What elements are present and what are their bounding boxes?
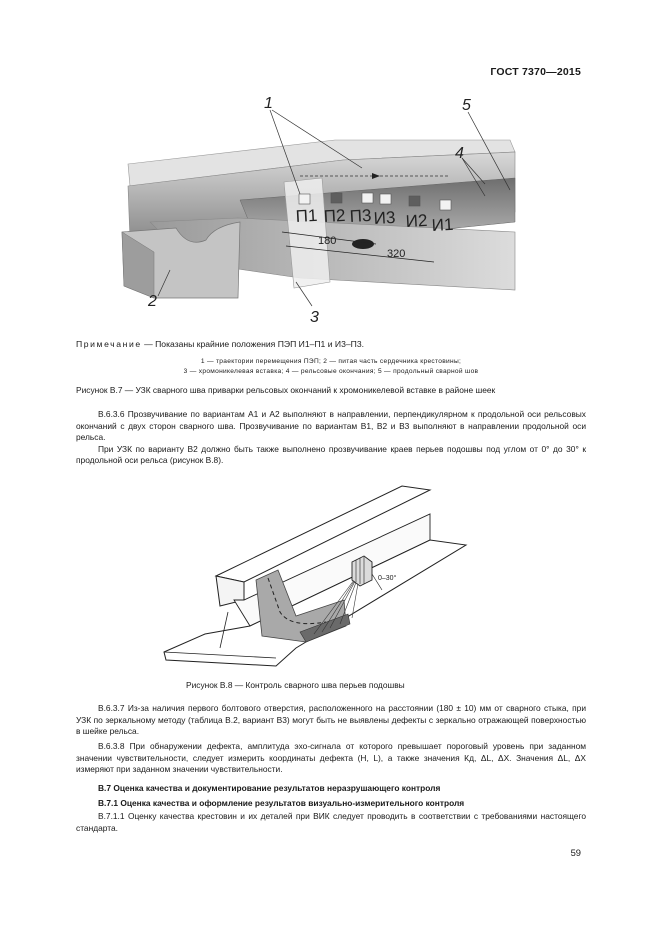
probe-label-p1: П1: [295, 205, 318, 226]
probe-label-i3: И3: [373, 207, 396, 228]
bolt-hole: [352, 239, 374, 249]
callout-5: 5: [462, 97, 471, 114]
figure-b7-caption: Рисунок В.7 — УЗК сварного шва приварки рельсовых окончаний к хромоникелевой вставке в районе шеек: [76, 385, 496, 395]
figure-b7-weld-inspection: [0, 88, 661, 336]
section-b636: [76, 409, 586, 467]
legend-line-2: 3 — хромоникелевая вставка; 4 — рельсовые окончания; 5 — продольный сварной шов: [183, 368, 479, 375]
paragraph: В.6.3.6 Прозвучивание по вариантам А1 и А2 выполняют в направлении, перпендикулярном к продольной оси рельсовых окончаний с двух сторон сварного шва. Прозвучивание по вариантам В1, В2 и В3 выполняют в направлении продольной оси рельса.: [76, 409, 586, 443]
figure-note: [76, 339, 364, 349]
probe-label-p2: П2: [323, 205, 346, 226]
probe-label-p3: П3: [349, 205, 372, 226]
probe-i3: [380, 194, 391, 204]
section-b7: [76, 783, 586, 834]
paragraph: В.7.1.1 Оценку качества крестовин и их деталей при ВИК следует проводить в соответствии с требованиями настоящего стандарта.: [76, 811, 586, 833]
callout-4: 4: [455, 145, 464, 162]
page-number: 59: [570, 847, 581, 858]
section-heading: В.7 Оценка качества и документирование результатов неразрушающего контроля: [98, 783, 441, 793]
callout-2: 2: [148, 293, 157, 310]
callout-3: 3: [310, 309, 319, 326]
probe-p1: [299, 194, 310, 204]
rail-foot: [164, 540, 466, 666]
dimension-320-label: 320: [387, 248, 406, 260]
paragraph: В.6.3.8 При обнаружении дефекта, амплитуда эхо-сигнала от которого превышает пороговый уровень при заданном значении чувствительности, следует измерить координаты дефекта (H, L), а также значения Кд, ΔL, ΔX. Значения ΔL, ΔX измеряют при заданном значении чувствительности.: [76, 741, 586, 775]
probe-p3: [362, 193, 373, 203]
standard-header: ГОСТ 7370—2015: [490, 66, 581, 78]
section-b638: [76, 741, 586, 776]
figure-legend: [76, 357, 586, 377]
callout-1: 1: [264, 95, 273, 112]
section-b637: [76, 703, 586, 738]
note-text: — Показаны крайние положения ПЭП И1–П1 и И3–П3.: [141, 339, 364, 349]
figure-b8-rail-foot: [0, 480, 661, 672]
dimension-180-label: 180: [318, 235, 337, 247]
subsection-heading: В.7.1 Оценка качества и оформление результатов визуально-измерительного контроля: [98, 797, 465, 808]
note-prefix: Примечание: [76, 339, 142, 349]
probe-body: [352, 556, 372, 586]
probe-label-i1: И1: [431, 214, 454, 235]
probe-label-i2: И2: [405, 210, 428, 231]
probe-i1: [440, 200, 451, 210]
probe-p2: [331, 193, 342, 203]
paragraph: При УЗК по варианту В2 должно быть также выполнено прозвучивание краев перьев подошвы под углом от 0° до 30° к продольной оси рельса (рисунок В.8).: [76, 443, 586, 466]
legend-line-1: 1 — траектории перемещения ПЭП; 2 — питая часть сердечника крестовины;: [200, 358, 462, 365]
figure-b8-caption: Рисунок В.8 — Контроль сварного шва перьев подошвы: [186, 680, 405, 690]
angle-label: 0–30°: [378, 575, 397, 582]
probe-i2: [409, 196, 420, 206]
paragraph: В.6.3.7 Из-за наличия первого болтового отверстия, расположенного на расстоянии (180 ± 10) мм от сварного стыка, при УЗК по зеркальному методу (таблица В.2, вариант В3) могут быть не выявлены дефекты с зеркально отражающей поверхностью в шейке рельса.: [76, 703, 586, 737]
